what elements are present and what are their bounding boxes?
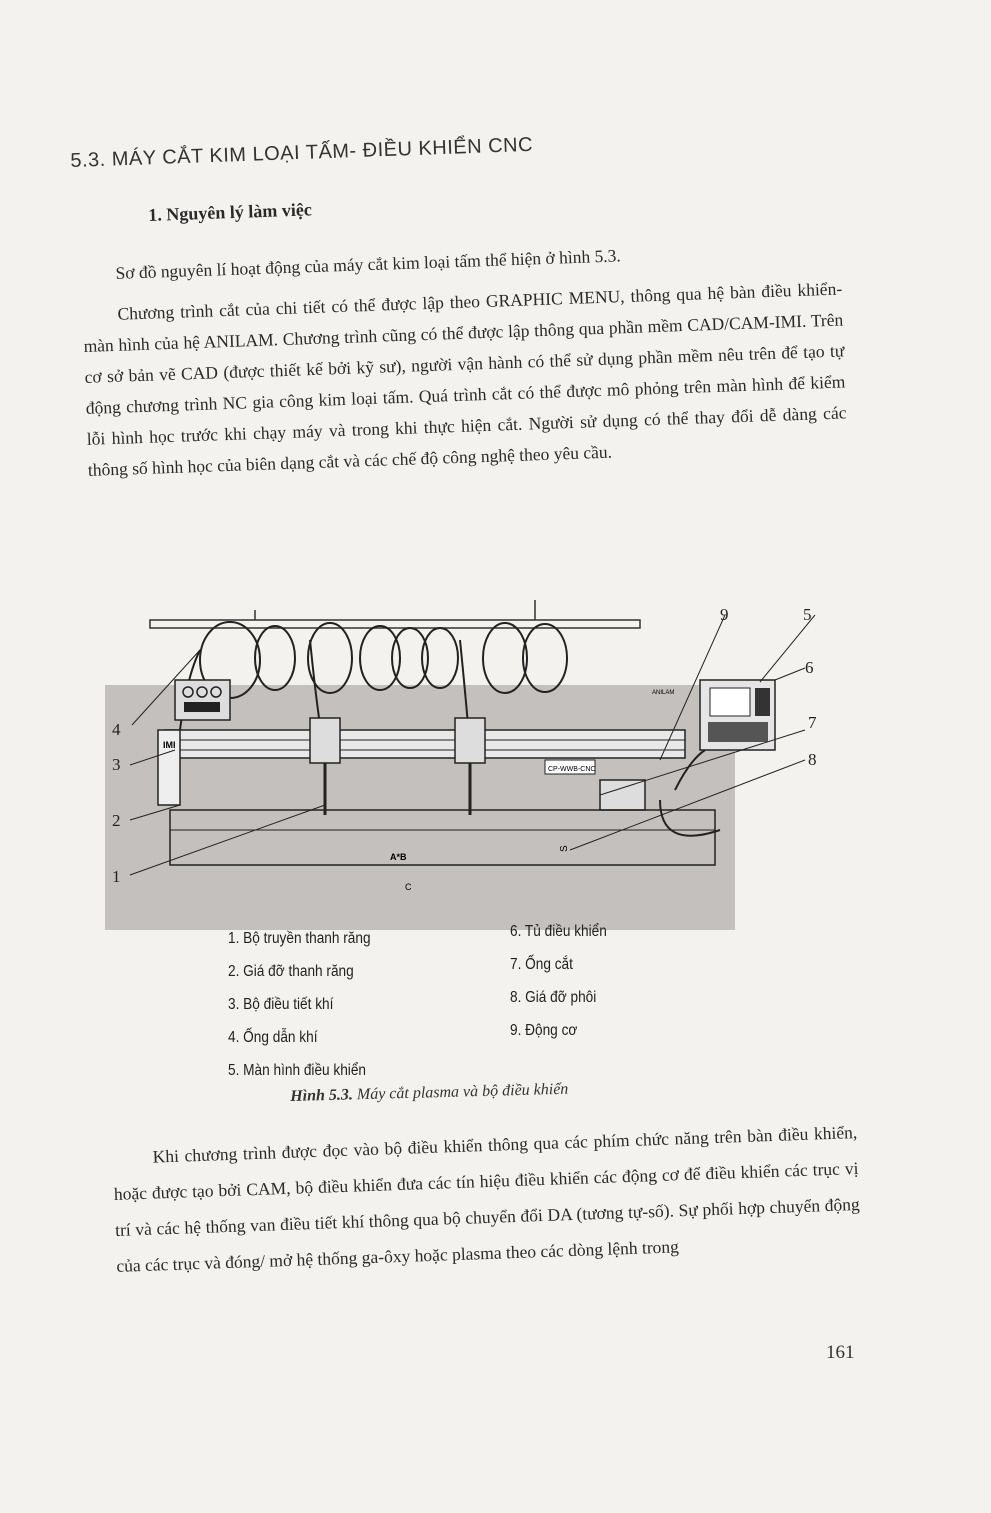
caption-label: Hình 5.3. — [290, 1086, 354, 1105]
callout-6: 6 — [805, 658, 814, 677]
caption-text: Máy cắt plasma và bộ điều khiển — [356, 1080, 569, 1104]
callout-5: 5 — [803, 605, 812, 624]
legend-item: 8. Giá đỡ phôi — [510, 989, 597, 1006]
legend-item: 7. Ống cắt — [510, 956, 573, 973]
body-paragraph-2-text: Khi chương trình được đọc vào bộ điều khiển thông qua các phím chức năng trên bàn điều khiển, hoặc được tạo bởi CAM, bộ điều khiển đưa các tín hiệu điều khiển các động cơ để điều khiển các trục vị trí và các hệ thống van điều tiết khí thông qua bộ chuyển đổi DA (tương tự-số). Sự phối hợp chuyển động của các trục và đóng/ mở hệ thống ga-ôxy hoặc plasma theo các dòng lệnh trong — [113, 1121, 861, 1276]
callout-3: 3 — [112, 755, 121, 774]
legend-item: 1. Bộ truyền thanh răng — [228, 930, 371, 947]
table-label: A*B — [390, 852, 407, 862]
overhead-rail — [150, 620, 640, 628]
callout-4: 4 — [112, 720, 121, 739]
imi-label: IMI — [163, 740, 176, 750]
callout-9: 9 — [720, 605, 729, 624]
intro-paragraph: Sơ đồ nguyên lí hoạt động của máy cắt kim loại tấm thể hiện ở hình 5.3. — [115, 245, 622, 283]
cnc-label: CP-WWB-CNC — [548, 766, 596, 773]
callout-8: 8 — [808, 750, 817, 769]
callout-1: 1 — [112, 867, 121, 886]
callout-7: 7 — [808, 713, 817, 732]
legend-left — [228, 930, 371, 1095]
gantry-beam — [165, 730, 685, 758]
torch-carriage-1 — [310, 718, 340, 763]
machine-drawing — [100, 590, 840, 930]
legend-item: 4. Ống dẫn khí — [228, 1029, 318, 1046]
gas-regulator — [175, 680, 230, 720]
legend-right — [510, 923, 607, 1055]
legend-item: 9. Động cơ — [510, 1022, 578, 1039]
anilam-label: ANILAM — [652, 690, 675, 696]
callout-2: 2 — [112, 811, 121, 830]
plasma-machine-figure — [100, 590, 840, 930]
legend-item: 5. Màn hình điều khiển — [228, 1062, 367, 1079]
legend-item: 2. Giá đỡ thanh răng — [228, 963, 354, 980]
c-label: C — [405, 882, 412, 892]
section-heading: 5.3. MÁY CẮT KIM LOẠI TẤM- ĐIỀU KHIỂN CNC — [70, 133, 534, 172]
page-number: 161 — [826, 1342, 855, 1363]
subsection-heading: 1. Nguyên lý làm việc — [148, 199, 313, 225]
s-label: S — [559, 845, 570, 852]
legend-item: 6. Tủ điều khiển — [510, 923, 607, 940]
torch-carriage-2 — [455, 718, 485, 763]
drive-motor — [600, 780, 645, 810]
legend-item: 3. Bộ điều tiết khí — [228, 996, 334, 1013]
body-paragraph-2 — [112, 1114, 862, 1284]
body-paragraph-1 — [82, 273, 848, 485]
body-paragraph-1-text: Chương trình cắt của chi tiết có thể được lập theo GRAPHIC MENU, thông qua hệ bàn điều khiển- màn hình của hệ ANILAM. Chương trình cũng có thể được lập thông qua phần mềm CAD/CAM-IMI. Trên cơ sở bản vẽ CAD (được thiết kế bởi kỹ sư), người vận hành có thể sử dụng phần mềm nêu trên để tạo tự động chương trình NC gia công kim loại tấm. Quá trình cắt có thể được mô phỏng trên màn hình để kiểm lỗi hình học trước khi chạy máy và trong khi thực hiện cắt. Người sử dụng có thể thay đổi dễ dàng các thông số hình học của biên dạng cắt và các chế độ công nghệ theo yêu cầu. — [83, 278, 847, 480]
